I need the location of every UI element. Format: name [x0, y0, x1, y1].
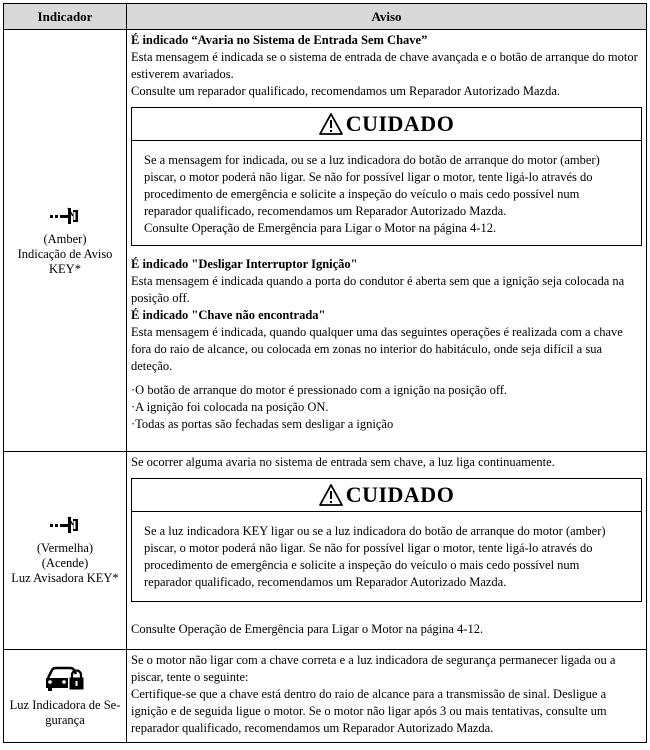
caution-body: [132, 512, 641, 601]
table-row: [4, 30, 647, 452]
message-text: Esta mensagem é indicada se o sistema de entrada de chave avançada e o botão de arranque do motor estiverem avariados.: [131, 50, 638, 81]
indicator-line: Luz Indicadora de Se-: [9, 698, 121, 712]
aviso-cell: [127, 650, 647, 743]
message-text: Certifique-se que a chave está dentro do raio de alcance para a transmissão de sinal. Desligue a ignição e de seguida ligue o motor. Se o motor não ligar após 3 ou mais tentativas, consulte um reparador qualificado, recomendamos um Reparador Autorizado Mazda.: [131, 687, 607, 735]
bullet-item: ·Todas as portas são fechadas sem desligar a ignição: [131, 417, 394, 431]
caution-box: [131, 478, 642, 602]
indicator-line: KEY*: [49, 262, 81, 276]
caution-body: [132, 141, 641, 245]
caution-header: [132, 108, 641, 141]
message-title: É indicado "Chave não encontrada": [131, 308, 326, 322]
table-row: [4, 650, 647, 743]
warning-table: [3, 3, 647, 743]
bullet-item: ·A ignição foi colocada na posição ON.: [131, 400, 329, 414]
indicator-line: (Amber): [43, 232, 87, 246]
indicator-line: gurança: [45, 713, 85, 727]
aviso-cell: [127, 30, 647, 452]
caution-title: CUIDADO: [345, 111, 455, 136]
table-row: [4, 452, 647, 650]
caution-title: CUIDADO: [345, 482, 455, 507]
warning-triangle-icon: [319, 484, 343, 506]
message-text: Se ocorrer alguma avaria no sistema de entrada sem chave, a luz liga continuamente.: [131, 455, 555, 469]
indicator-cell: [4, 650, 127, 743]
caution-header: [132, 479, 641, 512]
indicator-cell: [4, 452, 127, 650]
message-title: É indicado "Desligar Interruptor Ignição": [131, 257, 358, 271]
table-header-row: [4, 4, 647, 30]
caution-text: Se a luz indicadora KEY ligar ou se a luz indicadora do botão de arranque do motor (amber) piscar, o motor poderá não ligar. Se não for possível ligar o motor, tente ligá-lo através do procedimento de emergência e solicite a inspeção do veículo o mais cedo possível num reparador qualificado, recomendamos um Reparador Autorizado Mazda.: [144, 524, 606, 589]
indicator-line: (Vermelha): [36, 541, 94, 555]
caution-text: Consulte Operação de Emergência para Ligar o Motor na página 4-12.: [144, 221, 497, 235]
car-lock-icon: [45, 664, 85, 692]
indicator-cell: [4, 30, 127, 452]
bullet-item: ·O botão de arranque do motor é pressionado com a ignição na posição off.: [131, 383, 508, 397]
key-icon: [49, 515, 81, 535]
message-text: Esta mensagem é indicada quando a porta do condutor é aberta sem que a ignição seja colocada na posição off.: [131, 274, 625, 305]
message-text: Se o motor não ligar com a chave correta e a luz indicadora de segurança permanecer ligada ou a piscar, tente o seguinte:: [131, 653, 616, 684]
message-text: Esta mensagem é indicada, quando qualquer uma das seguintes operações é realizada com a chave fora do raio de alcance, ou colocada em zonas no interior do habitáculo, onde seja difícil a sua deteção.: [131, 325, 623, 373]
message-text: Consulte um reparador qualificado, recomendamos um Reparador Autorizado Mazda.: [131, 84, 561, 98]
header-indicador: Indicador: [4, 4, 127, 30]
aviso-cell: [127, 452, 647, 650]
indicator-line: Indicação de Aviso: [17, 247, 113, 261]
message-text: Consulte Operação de Emergência para Ligar o Motor na página 4-12.: [131, 622, 484, 636]
header-aviso: Aviso: [127, 4, 647, 30]
message-title: É indicado “Avaria no Sistema de Entrada Sem Chave”: [131, 33, 428, 47]
caution-text: Se a mensagem for indicada, ou se a luz indicadora do botão de arranque do motor (amber) piscar, o motor poderá não ligar. Se não for possível ligar o motor, tente ligá-lo através do procedimento de emergência e solicite a inspeção do veículo o mais cedo possível num reparador qualificado, recomendamos um Reparador Autorizado Mazda.: [144, 153, 600, 218]
indicator-line: (Acende): [41, 556, 89, 570]
indicator-line: Luz Avisadora KEY*: [11, 571, 119, 585]
caution-box: [131, 107, 642, 246]
warning-triangle-icon: [319, 113, 343, 135]
key-icon: [49, 206, 81, 226]
